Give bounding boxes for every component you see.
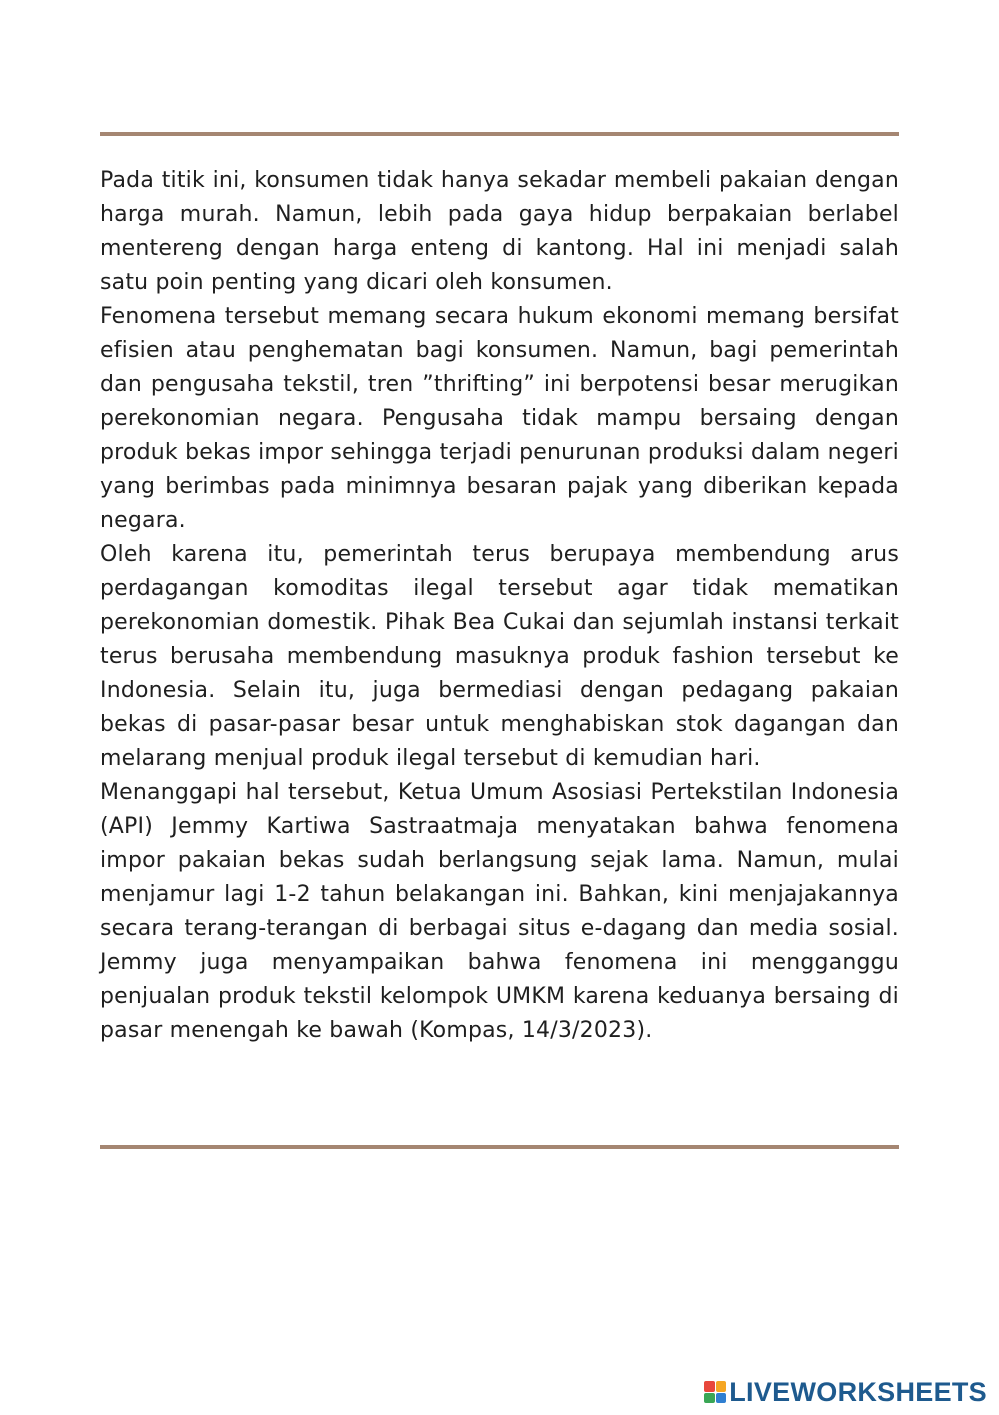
liveworksheets-logo[interactable] [704, 1378, 987, 1406]
paragraph-4: Menanggapi hal tersebut, Ketua Umum Asosiasi Pertekstilan Indonesia (API) Jemmy Kartiwa Sastraatmaja menyatakan bahwa fenomena impor pakaian bekas sudah berlangsung sejak lama. Namun, mulai menjamur lagi 1-2 tahun belakangan ini. Bahkan, kini menjajakannya secara terang-terangan di berbagai situs e-dagang dan media sosial. Jemmy juga menyampaikan bahwa fenomena ini mengganggu penjualan produk tekstil kelompok UMKM karena keduanya bersaing di pasar menengah ke bawah (Kompas, 14/3/2023). [100, 780, 899, 1043]
paragraph-2: Fenomena tersebut memang secara hukum ekonomi memang bersifat efisien atau penghematan bagi konsumen. Namun, bagi pemerintah dan pengusaha tekstil, tren ”thrifting” ini berpotensi besar merugikan perekonomian negara. Pengusaha tidak mampu bersaing dengan produk bekas impor sehingga terjadi penurunan produksi dalam negeri yang berimbas pada minimnya besaran pajak yang diberikan kepada negara. [100, 304, 899, 533]
top-divider [100, 132, 899, 136]
bottom-divider [100, 1145, 899, 1149]
logo-tile-green [704, 1393, 715, 1404]
logo-tile-red [704, 1381, 715, 1392]
paragraph-3: Oleh karena itu, pemerintah terus berupaya membendung arus perdagangan komoditas ilegal tersebut agar tidak mematikan perekonomian domestik. Pihak Bea Cukai dan sejumlah instansi terkait terus berusaha membendung masuknya produk fashion tersebut ke Indonesia. Selain itu, juga bermediasi dengan pedagang pakaian bekas di pasar-pasar besar untuk menghabiskan stok dagangan dan melarang menjual produk ilegal tersebut di kemudian hari. [100, 542, 899, 771]
logo-tile-orange [716, 1381, 727, 1392]
paragraph-1: Pada titik ini, konsumen tidak hanya sekadar membeli pakaian dengan harga murah. Namun, lebih pada gaya hidup berpakaian berlabel mentereng dengan harga enteng di kantong. Hal ini menjadi salah satu poin penting yang dicari oleh konsumen. [100, 168, 899, 295]
liveworksheets-logo-icon [704, 1381, 726, 1403]
article-body [100, 164, 899, 1048]
logo-text: LIVEWORKSHEETS [729, 1376, 987, 1407]
logo-tile-blue [716, 1393, 727, 1404]
